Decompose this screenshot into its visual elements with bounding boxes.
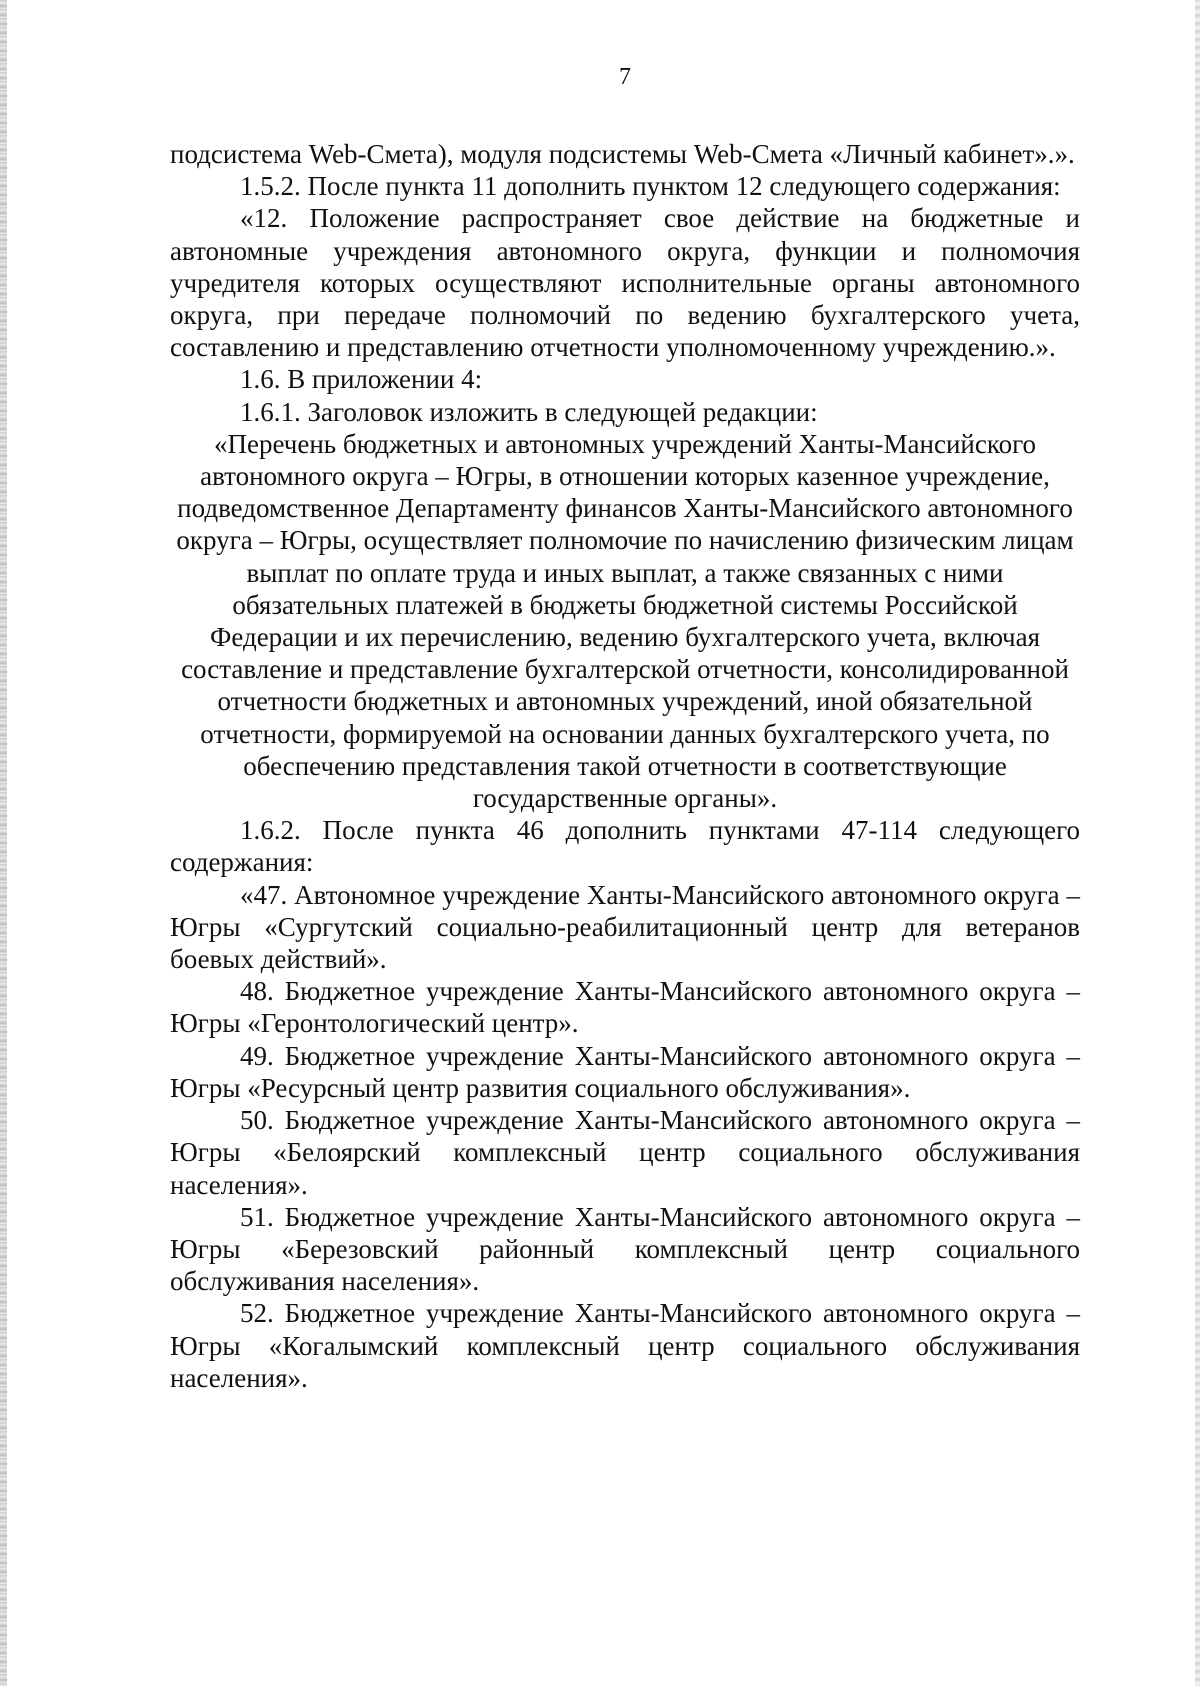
paragraph-1-6: 1.6. В приложении 4: (240, 364, 483, 395)
paragraph-1-5-2: 1.5.2. После пункта 11 дополнить пунктом 12 следующего содержания: (240, 171, 1061, 202)
list-item-49: 49. Бюджетное учреждение Ханты-Мансийского автономного округа – Югры «Ресурсный центр развития социального обслуживания». (170, 1040, 1080, 1103)
scan-edge-left (0, 0, 7, 1686)
list-item-51: 51. Бюджетное учреждение Ханты-Мансийского автономного округа – Югры «Березовский районный комплексный центр социального обслуживания населения». (170, 1201, 1080, 1297)
list-item-52: 52. Бюджетное учреждение Ханты-Мансийского автономного округа – Югры «Когалымский комплексный центр социального обслуживания населения». (170, 1298, 1080, 1393)
document-body (170, 138, 1080, 1394)
paragraph-item-12: «12. Положение распространяет свое действие на бюджетные и автономные учреждения автономного округа, функции и полномочия учредителя которых осуществляют исполнительные органы автономного округа, при передаче полномочий по ведению бухгалтерского учета, составлению и представлению отчетности уполномоченному учреждению.». (170, 203, 1080, 363)
scan-edge-right (1195, 0, 1200, 1686)
paragraph-1-6-1: 1.6.1. Заголовок изложить в следующей редакции: (240, 396, 818, 427)
paragraph-1-6-2: 1.6.2. После пункта 46 дополнить пунктами 47-114 следующего содержания: (170, 815, 1080, 878)
page-number: 7 (619, 64, 631, 90)
heading-new-title: «Перечень бюджетных и автономных учреждений Ханты-Мансийского автономного округа – Югры, в отношении которых казенное учреждение, подведомственное Департаменту финансов Ханты-Мансийского автономного округа – Югры, осуществляет полномочие по начислению физическим лицам выплат по оплате труда и иных выплат, а также связанных с ними обязательных платежей в бюджеты бюджетной системы Российской Федерации и их перечислению, ведению бухгалтерского учета, включая составление и представление бухгалтерской отчетности, консолидированной отчетности бюджетных и автономных учреждений, иной обязательной отчетности, формируемой на основании данных бухгалтерского учета, по обеспечению представления такой отчетности в соответствующие государственные органы». (176, 428, 1074, 814)
list-item-47: «47. Автономное учреждение Ханты-Мансийского автономного округа – Югры «Сургутский социально-реабилитационный центр для ветеранов боевых действий». (170, 879, 1080, 975)
list-item-50: 50. Бюджетное учреждение Ханты-Мансийского автономного округа – Югры «Белоярский комплексный центр социального обслуживания населения». (170, 1105, 1080, 1200)
list-item-48: 48. Бюджетное учреждение Ханты-Мансийского автономного округа – Югры «Геронтологический центр». (170, 976, 1080, 1039)
paragraph-continuation: подсистема Web-Смета), модуля подсистемы Web-Смета «Личный кабинет».». (170, 139, 1075, 169)
